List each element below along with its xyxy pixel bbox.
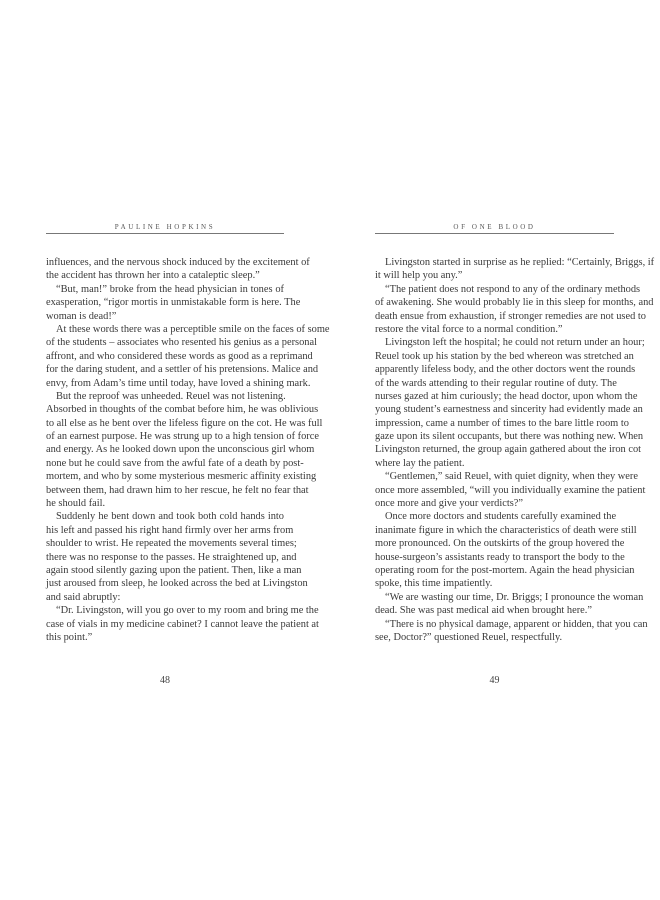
text-line: inanimate figure in which the characteristics of death were still xyxy=(375,524,637,536)
text-line: “Gentlemen,” said Reuel, with quiet dignity, when they were xyxy=(385,471,638,483)
header-rule xyxy=(375,233,614,234)
text-line: for the daring student, and a settler of his pretensions. Malice and xyxy=(46,364,319,376)
text-line: apparently lifeless body, and the other doctors went the rounds xyxy=(375,364,636,376)
text-line: Once more doctors and students carefully examined the xyxy=(385,511,617,523)
text-line: more pronounced. On the outskirts of the group hovered the xyxy=(375,538,625,550)
text-line: dead. She was past medical aid when brought here.” xyxy=(375,605,592,617)
text-line: woman is dead!” xyxy=(46,310,117,322)
page-body-text xyxy=(46,256,330,644)
text-line: nurses gazed at him curiously; the head doctor, upon whom the xyxy=(375,390,638,402)
text-line: Livingston returned, the group again gathered about the iron cot xyxy=(375,444,642,456)
text-line: where lay the patient. xyxy=(375,457,465,469)
running-head-title: OF ONE BLOOD xyxy=(453,223,536,231)
text-line: this point.” xyxy=(46,631,93,643)
text-line: of awakening. She would probably lie in this sleep for months, and xyxy=(375,297,654,309)
text-line: impression, came a number of times to the bare little room to xyxy=(375,417,629,429)
text-line: once more and give your verdicts?” xyxy=(375,498,524,510)
text-line: “The patient does not respond to any of the ordinary methods xyxy=(385,283,641,295)
text-line: “But, man!” broke from the head physician in tones of xyxy=(56,283,284,295)
text-line: he should fail. xyxy=(46,498,106,510)
text-line: But the reproof was unheeded. Reuel was not listening. xyxy=(56,390,286,402)
text-line: affront, and who considered these words as good as a reprimand xyxy=(46,350,313,362)
text-line: operating room for the post-mortem. Again the head physician xyxy=(375,564,635,576)
header-rule xyxy=(46,233,284,234)
text-line: death ensue from exhaustion, if stronger remedies are not used to xyxy=(375,310,646,322)
text-line: of an earnest purpose. He was strung up to a high tension of force xyxy=(46,431,319,443)
text-line: once more assembled, “will you individually examine the patient xyxy=(375,484,646,496)
text-line: envy, from Adam’s time until today, have loved a shining mark. xyxy=(46,377,311,389)
text-line: and said abruptly: xyxy=(46,591,121,603)
text-line: spoke, this time impatiently. xyxy=(375,578,493,590)
text-line: to all else as he bent over the lifeless figure on the cot. He was full xyxy=(46,417,323,429)
text-line: of the wards attending to their regular routine of duty. The xyxy=(375,377,617,389)
text-line: Suddenly he bent down and took both cold hands into xyxy=(56,511,284,523)
text-line: gaze upon its silent occupants, but there was nothing new. When xyxy=(375,431,644,443)
text-line: it will help you any.” xyxy=(375,270,463,282)
right-page xyxy=(375,0,655,900)
text-line: see, Doctor?” questioned Reuel, respectfully. xyxy=(375,631,563,643)
running-head-author: PAULINE HOPKINS xyxy=(114,223,216,231)
text-line: exasperation, “rigor mortis in unmistakable form is here. The xyxy=(46,297,301,309)
text-line: young student’s earnestness and sincerity had evidently made an xyxy=(375,404,643,416)
text-line: his left and passed his right hand firmly over her arms from xyxy=(46,524,294,536)
page-number: 48 xyxy=(160,675,170,686)
page-number: 49 xyxy=(489,675,500,686)
text-line: influences, and the nervous shock induced by the excitement of xyxy=(46,257,310,268)
text-line: At these words there was a perceptible smile on the faces of some xyxy=(56,323,330,335)
text-line: case of vials in my medicine cabinet? I cannot leave the patient at xyxy=(46,618,319,630)
page-body-text xyxy=(375,256,655,644)
text-line: Absorbed in thoughts of the combat before him, he was oblivious xyxy=(46,404,319,416)
text-line: Reuel took up his station by the bed whereon was stretched an xyxy=(375,350,634,362)
text-line: shoulder to wrist. He repeated the movements several times; xyxy=(46,538,297,550)
text-line: just aroused from sleep, he looked across the bed at Livingston xyxy=(46,578,308,590)
text-line: Livingston left the hospital; he could not return under an hour; xyxy=(385,337,645,349)
text-line: there was no response to the passes. He straightened up, and xyxy=(46,551,297,563)
text-line: Livingston started in surprise as he replied: “Certainly, Briggs, if xyxy=(385,257,655,268)
text-line: restore the vital force to a normal condition.” xyxy=(375,323,563,335)
text-line: between them, had drawn him to her rescue, he felt no fear that xyxy=(46,484,309,496)
text-line: “There is no physical damage, apparent or hidden, that you can xyxy=(385,618,648,630)
text-line: the accident has thrown her into a cataleptic sleep.” xyxy=(46,270,260,282)
left-page xyxy=(46,0,330,900)
text-line: “We are wasting our time, Dr. Briggs; I pronounce the woman xyxy=(385,591,644,603)
text-line: of the students – associates who resented his genius as a personal xyxy=(46,337,317,349)
text-line: and energy. As he looked down upon the unconscious girl whom xyxy=(46,444,315,456)
text-line: mortem, and who by some mysterious mesmeric affinity existing xyxy=(46,471,317,483)
text-line: none but he could save from the awful fate of a death by post- xyxy=(46,457,304,469)
text-line: again stood silently gazing upon the patient. Then, like a man xyxy=(46,564,302,576)
text-line: “Dr. Livingston, will you go over to my room and bring me the xyxy=(56,605,319,617)
text-line: house-surgeon’s assistants ready to transport the body to the xyxy=(375,551,625,563)
